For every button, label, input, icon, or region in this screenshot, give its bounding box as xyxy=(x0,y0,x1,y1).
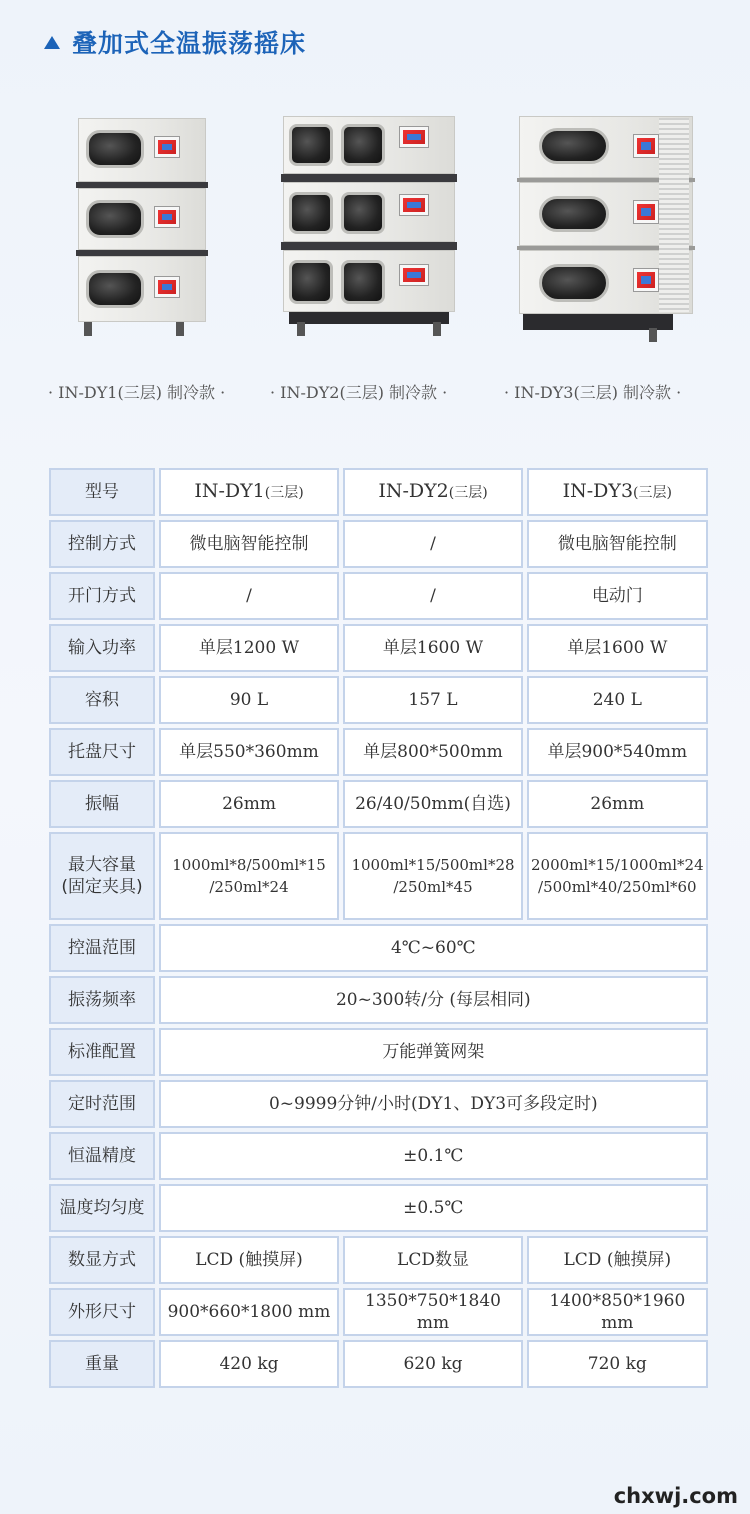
table-row xyxy=(49,780,708,828)
table-row xyxy=(49,976,708,1024)
cell: 单层1600 W xyxy=(343,624,523,672)
table-row xyxy=(49,832,708,920)
table-row xyxy=(49,728,708,776)
table-row xyxy=(49,1028,708,1076)
cell: 90 L xyxy=(159,676,339,724)
table-row xyxy=(49,1184,708,1232)
table-row xyxy=(49,1080,708,1128)
table-row xyxy=(49,572,708,620)
cell: 720 kg xyxy=(527,1340,708,1388)
triangle-icon xyxy=(44,36,60,49)
row-label: 振荡频率 xyxy=(49,976,155,1024)
cell: 单层1600 W xyxy=(527,624,708,672)
product-caption-dy3: · IN-DY3(三层) 制冷款 · xyxy=(504,383,682,402)
row-label: 托盘尺寸 xyxy=(49,728,155,776)
table-row xyxy=(49,676,708,724)
cell: 电动门 xyxy=(527,572,708,620)
cell: 微电脑智能控制 xyxy=(527,520,708,568)
row-label: 标准配置 xyxy=(49,1028,155,1076)
cell: 1400*850*1960 mm xyxy=(527,1288,708,1336)
product-image-dy1 xyxy=(78,118,206,336)
cell: 240 L xyxy=(527,676,708,724)
row-label: 外形尺寸 xyxy=(49,1288,155,1336)
section-header xyxy=(44,24,306,60)
row-label: 输入功率 xyxy=(49,624,155,672)
cell: 26/40/50mm(自选) xyxy=(343,780,523,828)
cell: 900*660*1800 mm xyxy=(159,1288,339,1336)
cell: 1000ml*8/500ml*15 /250ml*24 xyxy=(159,832,339,920)
table-row xyxy=(49,1132,708,1180)
cell: LCD数显 xyxy=(343,1236,523,1284)
cell: ±0.1℃ xyxy=(159,1132,708,1180)
cell: 单层800*500mm xyxy=(343,728,523,776)
table-row xyxy=(49,520,708,568)
page-title: 叠加式全温振荡摇床 xyxy=(72,29,307,58)
cell: 4℃~60℃ xyxy=(159,924,708,972)
cell: / xyxy=(343,520,523,568)
product-image-dy3 xyxy=(519,116,693,340)
product-caption-dy2: · IN-DY2(三层) 制冷款 · xyxy=(270,383,448,402)
cell: ±0.5℃ xyxy=(159,1184,708,1232)
table-row xyxy=(49,924,708,972)
row-label: 振幅 xyxy=(49,780,155,828)
table-row xyxy=(49,1340,708,1388)
cell: 1350*750*1840 mm xyxy=(343,1288,523,1336)
row-label: 容积 xyxy=(49,676,155,724)
row-label: 数显方式 xyxy=(49,1236,155,1284)
cell: 0~9999分钟/小时(DY1、DY3可多段定时) xyxy=(159,1080,708,1128)
cell: 2000ml*15/1000ml*24 /500ml*40/250ml*60 xyxy=(527,832,708,920)
cell: 26mm xyxy=(527,780,708,828)
cell: 420 kg xyxy=(159,1340,339,1388)
cell: LCD (触摸屏) xyxy=(159,1236,339,1284)
spec-table xyxy=(45,464,712,1392)
cell: 620 kg xyxy=(343,1340,523,1388)
product-caption-dy1: · IN-DY1(三层) 制冷款 · xyxy=(48,383,226,402)
cell: / xyxy=(343,572,523,620)
cell: LCD (触摸屏) xyxy=(527,1236,708,1284)
cell: 单层550*360mm xyxy=(159,728,339,776)
cell: 微电脑智能控制 xyxy=(159,520,339,568)
row-label: 控制方式 xyxy=(49,520,155,568)
header-model-dy1: IN-DY1(三层) xyxy=(159,468,339,516)
row-label: 重量 xyxy=(49,1340,155,1388)
row-label: 控温范围 xyxy=(49,924,155,972)
table-row xyxy=(49,1236,708,1284)
cell: 1000ml*15/500ml*28 /250ml*45 xyxy=(343,832,523,920)
row-label: 开门方式 xyxy=(49,572,155,620)
product-image-dy2 xyxy=(283,116,455,334)
row-label: 恒温精度 xyxy=(49,1132,155,1180)
cell: 26mm xyxy=(159,780,339,828)
cell: / xyxy=(159,572,339,620)
cell: 万能弹簧网架 xyxy=(159,1028,708,1076)
row-label: 温度均匀度 xyxy=(49,1184,155,1232)
cell: 20~300转/分 (每层相同) xyxy=(159,976,708,1024)
table-row xyxy=(49,468,708,516)
table-row xyxy=(49,624,708,672)
cell: 单层900*540mm xyxy=(527,728,708,776)
table-row xyxy=(49,1288,708,1336)
product-gallery xyxy=(0,110,750,410)
cell: 单层1200 W xyxy=(159,624,339,672)
header-model-dy2: IN-DY2(三层) xyxy=(343,468,523,516)
row-label: 定时范围 xyxy=(49,1080,155,1128)
header-model-dy3: IN-DY3(三层) xyxy=(527,468,708,516)
header-label: 型号 xyxy=(49,468,155,516)
cell: 157 L xyxy=(343,676,523,724)
row-label: 最大容量 (固定夹具) xyxy=(49,832,155,920)
watermark: chxwj.com xyxy=(613,1484,738,1508)
